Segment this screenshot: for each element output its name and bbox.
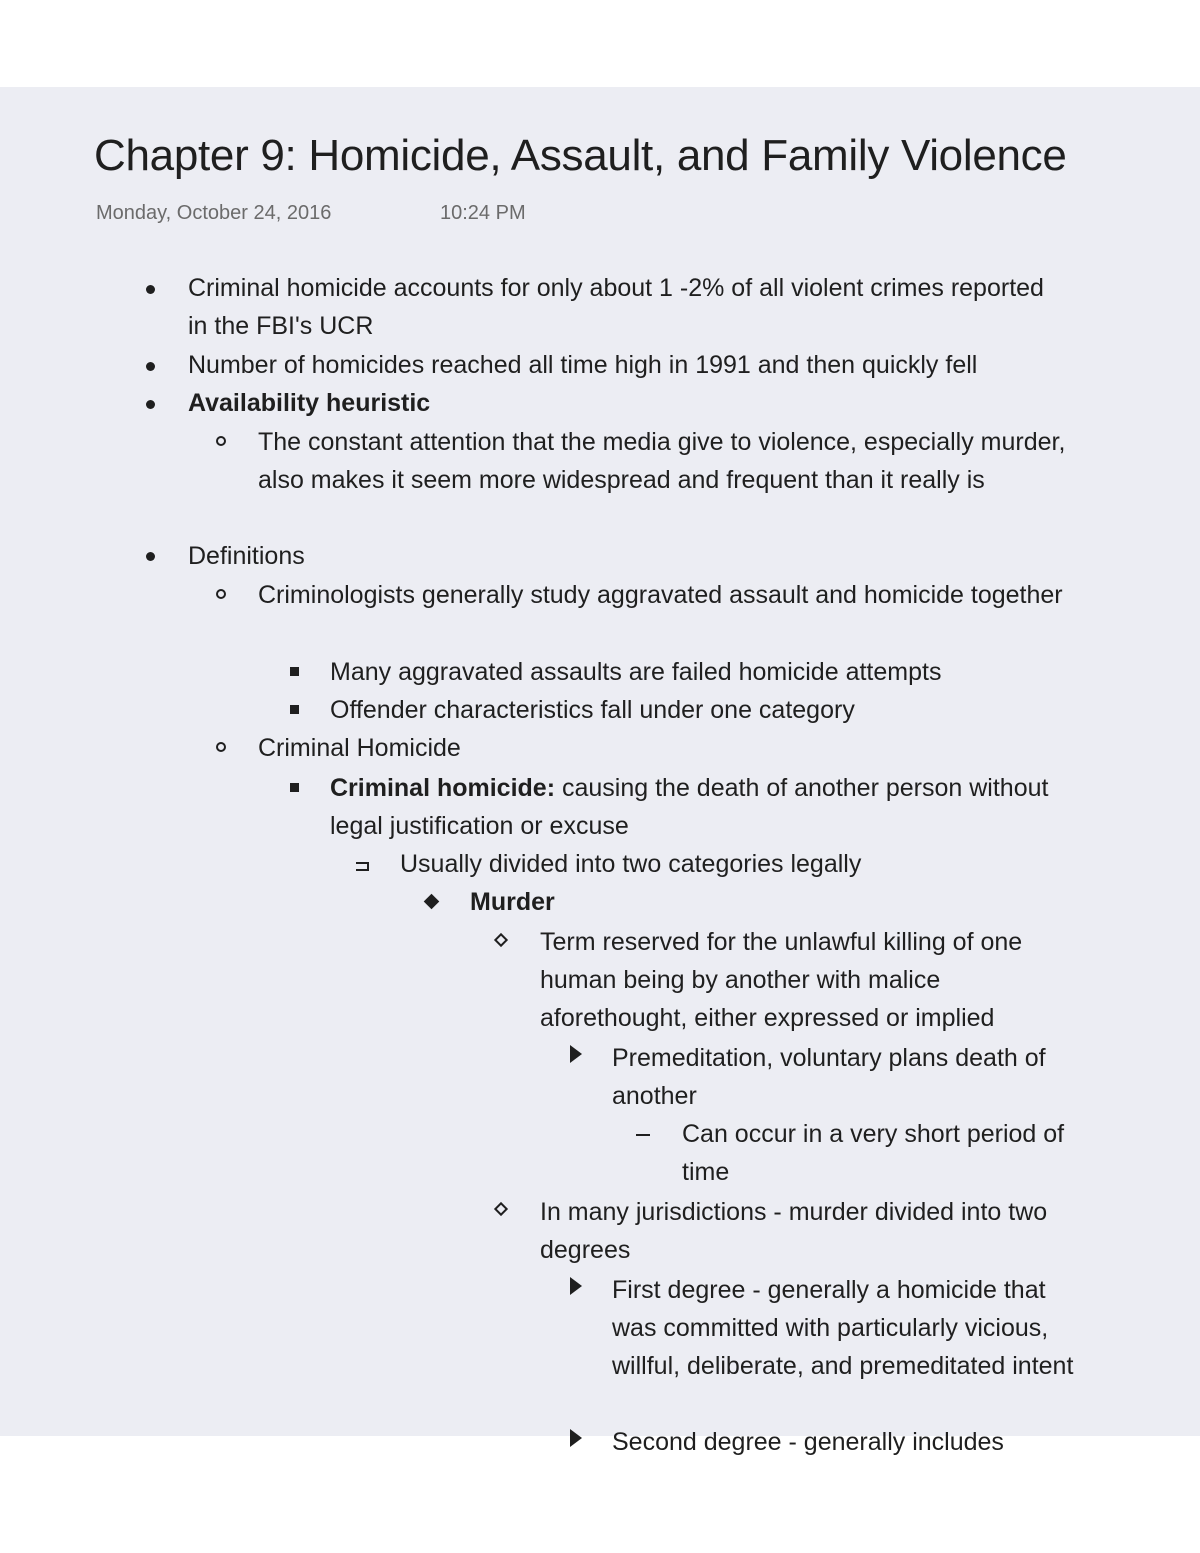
bullet-diamond-outline-icon — [494, 1202, 508, 1216]
bullet-diamond-icon — [424, 894, 440, 910]
bullet-square-icon — [290, 705, 299, 714]
item-text: Offender characteristics fall under one category — [330, 696, 855, 724]
list-item — [330, 691, 1110, 729]
note-page — [0, 87, 1200, 1456]
item-text: First degree - generally a homicide that was committed with particularly vicious, willful, deliberate, and premeditated intent — [612, 1276, 1074, 1380]
bullet-triangle-icon — [570, 1277, 582, 1295]
bullet-circle-icon — [216, 589, 226, 599]
item-text: Term reserved for the unlawful killing of one human being by another with malice aforethought, either expressed or implied — [540, 928, 1023, 1032]
bullet-square-icon — [290, 783, 299, 792]
bullet-circle-icon — [216, 742, 226, 752]
list-item — [188, 537, 1068, 575]
item-text: In many jurisdictions - murder divided into two degrees — [540, 1198, 1048, 1264]
list-item — [330, 653, 1110, 691]
term-bold: Criminal homicide: — [330, 774, 556, 802]
list-item — [400, 845, 1100, 883]
item-text: Criminologists generally study aggravated assault and homicide together — [258, 581, 1063, 609]
item-text: Many aggravated assaults are failed homicide attempts — [330, 658, 942, 686]
item-text: Criminal homicide accounts for only about 1 -2% of all violent crimes reported in the FBI's UCR — [188, 274, 1044, 340]
item-text: Number of homicides reached all time high in 1991 and then quickly fell — [188, 351, 978, 379]
note-date: Monday, October 24, 2016 — [96, 202, 332, 224]
bullet-disc-icon — [146, 285, 155, 294]
bullet-diamond-outline-icon — [494, 933, 508, 947]
term-definition: causing the death of another person without legal justification or excuse — [330, 774, 1049, 840]
bullet-disc-icon — [146, 552, 155, 561]
item-text: Can occur in a very short period of time — [682, 1120, 1065, 1186]
bullet-dash-icon — [636, 1134, 650, 1136]
item-text: Usually divided into two categories legally — [400, 850, 862, 878]
item-text: Availability heuristic — [188, 389, 431, 417]
item-text: The constant attention that the media give to violence, especially murder, also makes it seem more widespread and frequent than it really is — [258, 428, 1066, 494]
list-item — [540, 1193, 1090, 1269]
bullet-square-icon — [290, 667, 299, 676]
list-item — [540, 923, 1080, 1037]
list-item — [612, 1423, 1082, 1461]
list-item — [188, 346, 1148, 384]
list-item — [330, 769, 1060, 845]
item-text — [330, 769, 1060, 845]
page-title: Chapter 9: Homicide, Assault, and Family Violence — [94, 131, 1067, 180]
bullet-disc-icon — [146, 362, 155, 371]
note-time: 10:24 PM — [440, 202, 526, 224]
bullet-bracket-icon — [356, 862, 369, 871]
bullet-disc-icon — [146, 400, 155, 409]
list-item — [258, 729, 1078, 767]
list-item — [470, 883, 1090, 921]
item-text: Murder — [470, 888, 555, 916]
list-item — [258, 423, 1093, 499]
list-item — [188, 269, 1068, 345]
bullet-circle-icon — [216, 436, 226, 446]
item-text: Criminal Homicide — [258, 734, 461, 762]
bullet-triangle-icon — [570, 1429, 582, 1447]
item-text: Premeditation, voluntary plans death of another — [612, 1044, 1046, 1110]
item-text: Definitions — [188, 542, 305, 570]
list-item — [188, 384, 1068, 422]
list-item — [258, 576, 1078, 614]
list-item — [612, 1039, 1092, 1115]
list-item — [612, 1271, 1082, 1385]
list-item — [682, 1115, 1092, 1191]
bullet-triangle-icon — [570, 1045, 582, 1063]
item-text: Second degree - generally includes — [612, 1428, 1004, 1456]
